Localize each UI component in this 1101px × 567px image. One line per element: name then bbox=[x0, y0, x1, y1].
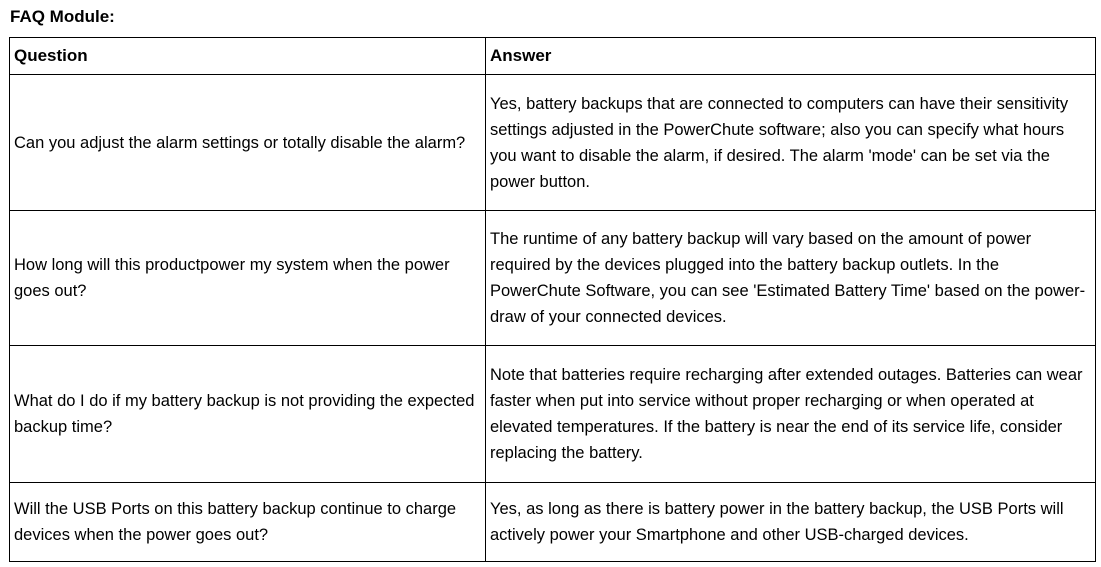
answer-cell: The runtime of any battery backup will vary based on the amount of power required by the devices plugged into the battery backup outlets. In the PowerChute Software, you can see 'Estimated Battery Time' based on the power-draw of your connected devices. bbox=[486, 211, 1096, 346]
answer-cell: Yes, as long as there is battery power in the battery backup, the USB Ports will actively power your Smartphone and other USB-charged devices. bbox=[486, 483, 1096, 562]
question-cell: What do I do if my battery backup is not providing the expected backup time? bbox=[10, 346, 486, 483]
table-row bbox=[10, 346, 1096, 483]
table-row bbox=[10, 211, 1096, 346]
question-cell: Can you adjust the alarm settings or totally disable the alarm? bbox=[10, 75, 486, 211]
column-header-question: Question bbox=[10, 38, 486, 75]
table-header-row bbox=[10, 38, 1096, 75]
column-header-answer: Answer bbox=[486, 38, 1096, 75]
question-cell: Will the USB Ports on this battery backup continue to charge devices when the power goes out? bbox=[10, 483, 486, 562]
table-row bbox=[10, 483, 1096, 562]
page-title: FAQ Module: bbox=[10, 7, 115, 26]
table-row bbox=[10, 75, 1096, 211]
faq-table bbox=[9, 37, 1096, 562]
answer-cell: Yes, battery backups that are connected to computers can have their sensitivity settings adjusted in the PowerChute software; also you can specify what hours you want to disable the alarm, if desired. The alarm 'mode' can be set via the power button. bbox=[486, 75, 1096, 211]
question-cell: How long will this productpower my system when the power goes out? bbox=[10, 211, 486, 346]
answer-cell: Note that batteries require recharging after extended outages. Batteries can wear faster when put into service without proper recharging or when operated at elevated temperatures. If the battery is near the end of its service life, consider replacing the battery. bbox=[486, 346, 1096, 483]
